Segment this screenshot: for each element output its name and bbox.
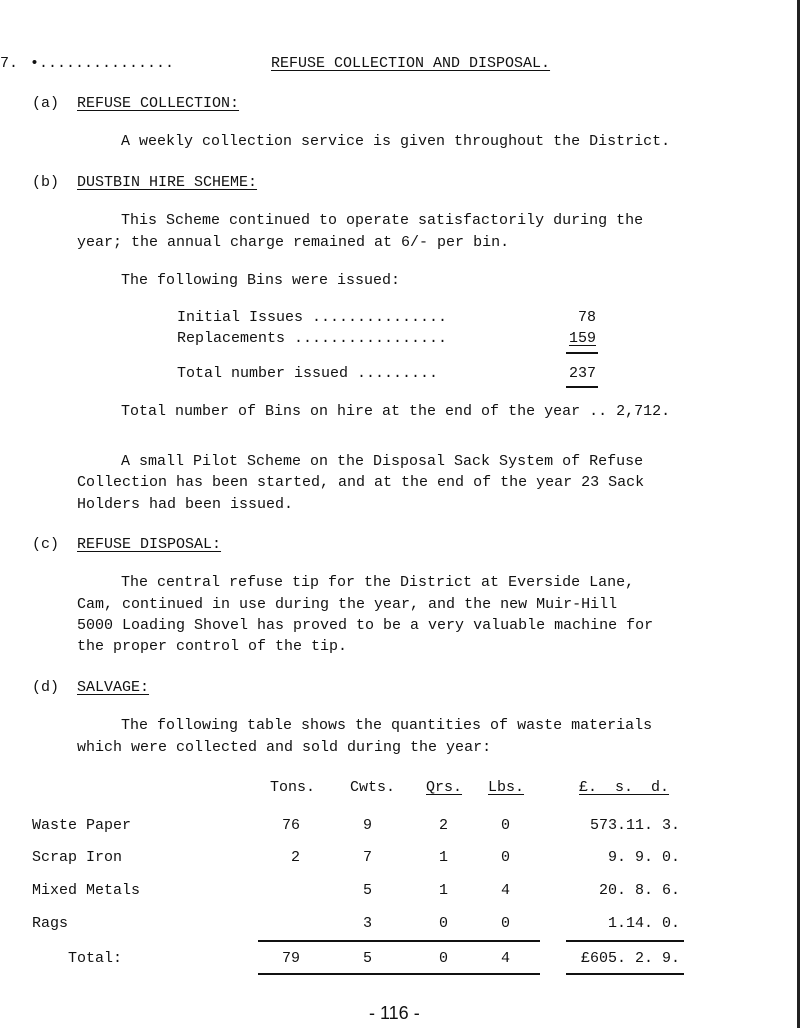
section-c-label: (c) [32, 536, 60, 553]
subtotal-rule [566, 352, 598, 354]
table-row-name: Rags [32, 915, 69, 932]
table-cell-cwts: 3 [362, 915, 372, 932]
table-header-lbs: Lbs. [488, 779, 525, 796]
table-header-tons: Tons. [270, 779, 316, 796]
table-total-lbs: 4 [500, 950, 510, 967]
table-cell-lbs: 4 [500, 882, 510, 899]
table-cell-lbs: 0 [500, 849, 510, 866]
table-total-label: Total: [68, 950, 123, 967]
section-b-intro: The following Bins were issued: [121, 272, 401, 289]
table-cell-qrs: 1 [438, 882, 448, 899]
table-cell-tons: 76 [281, 817, 300, 834]
table-row-name: Mixed Metals [32, 882, 141, 899]
table-total-cwts: 5 [362, 950, 372, 967]
table-cell-cwts: 5 [362, 882, 372, 899]
table-cell-money: 1.14. 0. [607, 915, 680, 932]
pilot-line-2: Collection has been started, and at the end of the year 23 Sack [77, 474, 645, 491]
section-b-label: (b) [32, 174, 60, 191]
section-a-heading: REFUSE COLLECTION: [77, 95, 240, 112]
section-b-para1-line1: This Scheme continued to operate satisfactorily during the [121, 212, 644, 229]
pilot-line-1: A small Pilot Scheme on the Disposal Sack System of Refuse [121, 453, 644, 470]
section-b-heading: DUSTBIN HIRE SCHEME: [77, 174, 258, 191]
table-row-name: Waste Paper [32, 817, 132, 834]
section-c-line2: Cam, continued in use during the year, and the new Muir-Hill [77, 596, 618, 613]
table-cell-qrs: 2 [438, 817, 448, 834]
table-cell-money: 20. 8. 6. [598, 882, 680, 899]
replacements-value: 159 [568, 330, 596, 347]
table-row-name: Scrap Iron [32, 849, 123, 866]
section-d-line1: The following table shows the quantities of waste materials [121, 717, 653, 734]
table-rule-top [258, 940, 540, 942]
table-cell-qrs: 0 [438, 915, 448, 932]
table-total-tons: 79 [281, 950, 300, 967]
table-header-money: £. s. d. [579, 779, 670, 796]
initial-issues-value: 78 [577, 309, 596, 326]
bins-on-hire: Total number of Bins on hire at the end of the year .. 2,712. [121, 403, 671, 420]
section-c-line4: the proper control of the tip. [77, 638, 348, 655]
table-rule-bottom [258, 973, 540, 975]
section-c-line3: 5000 Loading Shovel has proved to be a very valuable machine for [77, 617, 654, 634]
table-cell-lbs: 0 [500, 915, 510, 932]
replacements-label: Replacements ................. [177, 330, 448, 347]
section-a-text: A weekly collection service is given throughout the District. [121, 133, 671, 150]
table-cell-money: 573.11. 3. [589, 817, 680, 834]
section-a-label: (a) [32, 95, 60, 112]
table-total-money: £605. 2. 9. [580, 950, 680, 967]
table-header-cwts: Cwts. [350, 779, 396, 796]
table-total-qrs: 0 [438, 950, 448, 967]
table-cell-money: 9. 9. 0. [607, 849, 680, 866]
footer-page-number: - 116 - [369, 1003, 420, 1023]
money-rule-bottom [566, 973, 684, 975]
total-rule [566, 386, 598, 388]
table-cell-cwts: 9 [362, 817, 372, 834]
section-c-heading: REFUSE DISPOSAL: [77, 536, 222, 553]
section-b-para1-line2: year; the annual charge remained at 6/- per bin. [77, 234, 510, 251]
section-d-label: (d) [32, 679, 60, 696]
section-d-line2: which were collected and sold during the year: [77, 739, 492, 756]
total-issued-label: Total number issued ......... [177, 365, 439, 382]
table-cell-qrs: 1 [438, 849, 448, 866]
money-rule-top [566, 940, 684, 942]
pilot-line-3: Holders had been issued. [77, 496, 294, 513]
table-cell-tons: 2 [290, 849, 300, 866]
table-cell-lbs: 0 [500, 817, 510, 834]
table-header-qrs: Qrs. [426, 779, 463, 796]
table-cell-cwts: 7 [362, 849, 372, 866]
section-c-line1: The central refuse tip for the District at Everside Lane, [121, 574, 635, 591]
total-issued-value: 237 [568, 365, 596, 382]
title-leader: •............... [30, 55, 175, 72]
initial-issues-label: Initial Issues ............... [177, 309, 448, 326]
section-d-heading: SALVAGE: [77, 679, 150, 696]
page-title: REFUSE COLLECTION AND DISPOSAL. [271, 55, 551, 72]
page-number: 7. [0, 55, 19, 72]
